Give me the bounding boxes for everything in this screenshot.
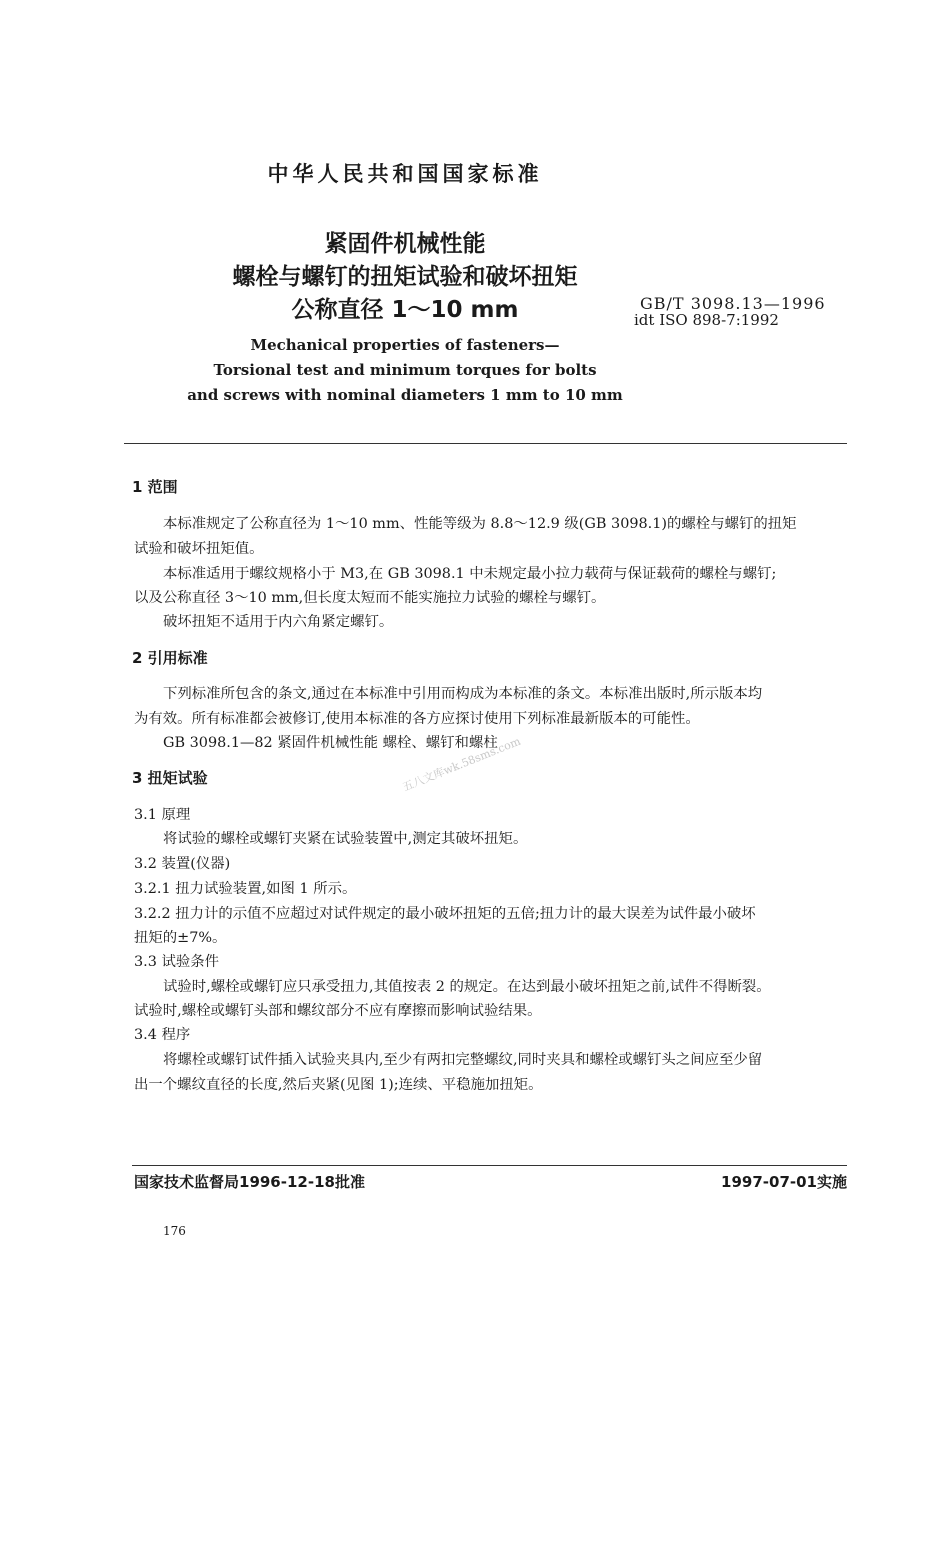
header-divider — [124, 443, 847, 444]
national-standard-heading: 中华人民共和国国家标准 — [267, 162, 543, 186]
implementation-date: 1997-07-01实施 — [721, 1173, 847, 1191]
s3-3-line-2: 试验时,螺栓或螺钉头部和螺纹部分不应有摩擦而影响试验结果。 — [134, 1003, 542, 1019]
s1-paragraph-1-line-2: 试验和破坏扭矩值。 — [134, 541, 264, 557]
s1-paragraph-2-line-2: 以及公称直径 3～10 mm,但长度太短而不能实施拉力试验的螺栓与螺钉。 — [134, 590, 606, 606]
s3-2-2-line-2: 扭矩的±7%。 — [134, 930, 227, 946]
s2-paragraph-line-1: 下列标准所包含的条文,通过在本标准中引用而构成为本标准的条文。本标准出版时,所示版本均 — [163, 686, 763, 702]
s3-2-1-text: 3.2.1 扭力试验装置,如图 1 所示。 — [134, 881, 357, 897]
s2-paragraph-line-2: 为有效。所有标准都会被修订,使用本标准的各方应探讨使用下列标准最新版本的可能性。 — [134, 711, 700, 727]
s3-4-line-1: 将螺栓或螺钉试件插入试验夹具内,至少有两扣完整螺纹,同时夹具和螺栓或螺钉头之间应至少留 — [163, 1052, 763, 1068]
section-2-heading: 2 引用标准 — [132, 649, 208, 667]
title-en-line-3: and screws with nominal diameters 1 mm to 10 mm — [187, 386, 623, 404]
standard-number: GB/T 3098.13—1996 — [640, 294, 826, 313]
subsection-3-1-heading: 3.1 原理 — [134, 807, 191, 823]
approval-date: 国家技术监督局1996-12-18批准 — [134, 1173, 365, 1191]
s1-paragraph-3: 破坏扭矩不适用于内六角紧定螺钉。 — [163, 614, 394, 630]
title-cn-line-1: 紧固件机械性能 — [324, 231, 486, 257]
section-1-heading: 1 范围 — [132, 478, 178, 496]
s3-1-text: 将试验的螺栓或螺钉夹紧在试验装置中,测定其破坏扭矩。 — [163, 831, 528, 847]
s3-3-line-1: 试验时,螺栓或螺钉应只承受扭力,其值按表 2 的规定。在达到最小破坏扭矩之前,试件不得断裂。 — [163, 979, 771, 995]
s3-4-line-2: 出一个螺纹直径的长度,然后夹紧(见图 1);连续、平稳施加扭矩。 — [134, 1077, 543, 1093]
s1-paragraph-1-line-1: 本标准规定了公称直径为 1～10 mm、性能等级为 8.8～12.9 级(GB 3098.1)的螺栓与螺钉的扭矩 — [163, 516, 797, 532]
s1-paragraph-2-line-1: 本标准适用于螺纹规格小于 M3,在 GB 3098.1 中未规定最小拉力载荷与保证载荷的螺栓与螺钉; — [163, 566, 777, 582]
watermark: 五八文库wk.58sms.com — [400, 734, 523, 794]
title-cn-line-3: 公称直径 1～10 mm — [291, 297, 519, 323]
title-cn-line-2: 螺栓与螺钉的扭矩试验和破坏扭矩 — [232, 264, 578, 290]
s2-reference-standard: GB 3098.1—82 紧固件机械性能 螺栓、螺钉和螺柱 — [163, 735, 498, 751]
title-en-line-1: Mechanical properties of fasteners— — [250, 336, 560, 354]
s3-2-2-line-1: 3.2.2 扭力计的示值不应超过对试件规定的最小破坏扭矩的五倍;扭力计的最大误差为试件最小破坏 — [134, 906, 756, 922]
subsection-3-2-heading: 3.2 装置(仪器) — [134, 856, 231, 872]
page-number: 176 — [163, 1224, 186, 1238]
subsection-3-4-heading: 3.4 程序 — [134, 1027, 191, 1043]
section-3-heading: 3 扭矩试验 — [132, 769, 208, 787]
subsection-3-3-heading: 3.3 试验条件 — [134, 954, 220, 970]
footer-divider — [132, 1165, 847, 1166]
title-en-line-2: Torsional test and minimum torques for bolts — [213, 361, 597, 379]
idt-reference: idt ISO 898-7:1992 — [634, 311, 779, 329]
